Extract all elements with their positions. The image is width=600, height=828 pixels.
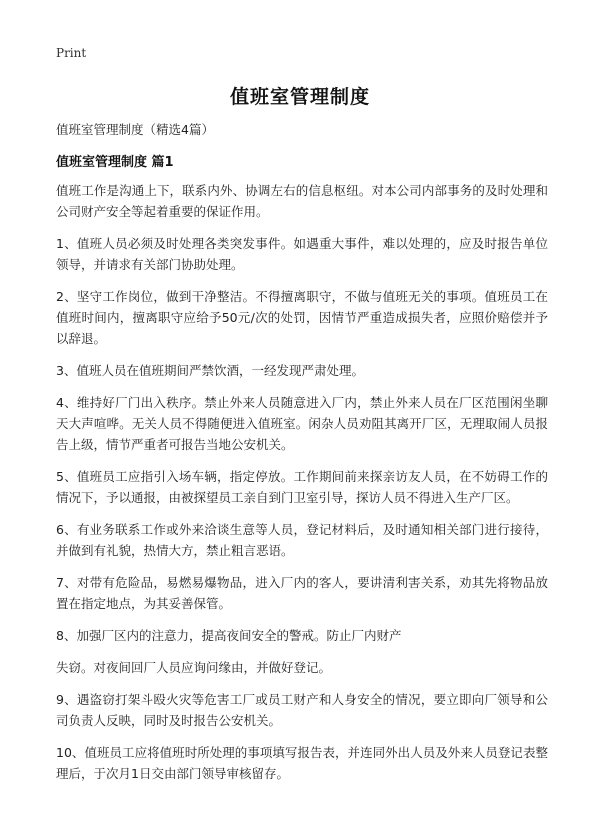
paragraph-rule-8: 8、加强厂区内的注意力，提高夜间安全的警戒。防止厂内财产 [56,628,402,643]
paragraph-rule-2: 2、坚守工作岗位，做到干净整洁。不得擅离职守，不做与值班无关的事项。值班员工在值班时间内，擅离职守应给予50元/次的处罚，因情节严重造成损失者，应照价赔偿并予以辞退。 [56,289,548,346]
document-body [56,180,548,795]
paragraph-rule-1: 1、值班人员必须及时处理各类突发事件。如遇重大事件，难以处理的，应及时报告单位领导，并请求有关部门协助处理。 [56,236,548,272]
page-title: 值班室管理制度 [229,86,370,108]
paragraph-intro: 值班工作是沟通上下，联系内外、协调左右的信息枢纽。对本公司内部事务的及时处理和公司财产安全等起着重要的保证作用。 [56,183,548,219]
paragraph-rule-5: 5、值班员工应指引入场车辆，指定停放。工作期间前来探亲访友人员，在不妨碍工作的情况下，予以通报，由被探望员工亲自到门卫室引导，探访人员不得进入生产厂区。 [56,469,548,505]
paragraph-rule-10: 10、值班员工应将值班时所处理的事项填写报告表，并连同外出人员及外来人员登记表整理后，于次月1日交由部门领导审核留存。 [56,745,548,781]
paragraph-rule-6: 6、有业务联系工作或外来洽谈生意等人员，登记材料后，及时通知相关部门进行接待，并做到有礼貌，热情大方，禁止粗言恶语。 [56,522,548,558]
paragraph-rule-7: 7、对带有危险品，易燃易爆物品，进入厂内的客人，要讲清利害关系，劝其先将物品放置在指定地点，为其妥善保管。 [56,575,548,611]
section-heading: 值班室管理制度 篇1 [56,155,174,170]
print-link[interactable]: Print [56,46,87,60]
paragraph-rule-3: 3、值班人员在值班期间严禁饮酒，一经发现严肃处理。 [56,363,364,378]
paragraph-rule-4: 4、维持好厂门出入秩序。禁止外来人员随意进入厂内，禁止外来人员在厂区范围闲坐聊天大声喧哗。无关人员不得随便进入值班室。闲杂人员劝阻其离开厂区，无理取闹人员报告上级，情节严重者可报告当地公安机关。 [56,395,548,452]
document-subtitle: 值班室管理制度（精选4篇） [56,122,214,137]
paragraph-rule-8-continued: 失窃。对夜间回厂人员应询问缘由，并做好登记。 [56,660,332,675]
paragraph-rule-9: 9、遇盗窃打架斗殴火灾等危害工厂或员工财产和人身安全的情况，要立即向厂领导和公司负责人反映，同时及时报告公安机关。 [56,692,548,728]
